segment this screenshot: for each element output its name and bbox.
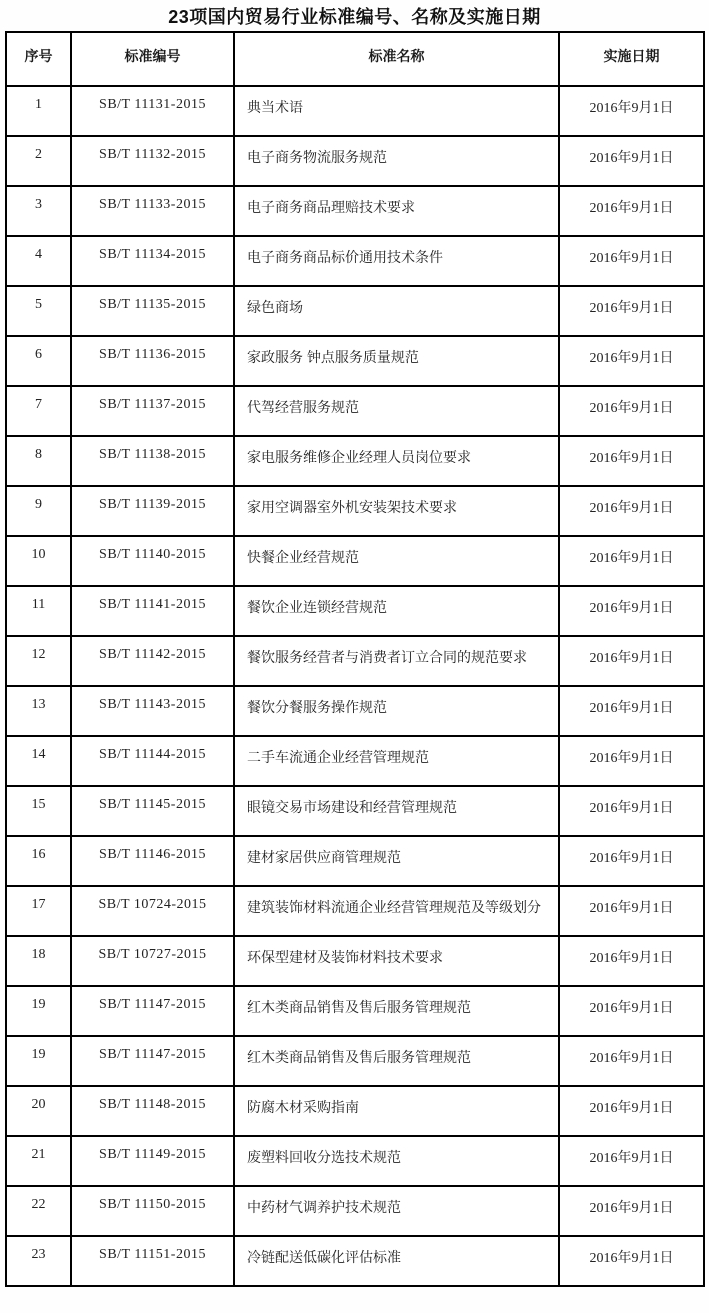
table-row [6, 1136, 704, 1186]
cell-code: SB/T 11137-2015 [71, 386, 234, 436]
cell-index: 10 [6, 536, 71, 586]
cell-index: 13 [6, 686, 71, 736]
cell-code: SB/T 11131-2015 [71, 86, 234, 136]
table-row [6, 136, 704, 186]
cell-name: 中药材气调养护技术规范 [234, 1186, 559, 1236]
cell-date: 2016年9月1日 [559, 1236, 704, 1286]
table-row [6, 1236, 704, 1286]
table-row [6, 286, 704, 336]
cell-index: 5 [6, 286, 71, 336]
cell-date: 2016年9月1日 [559, 386, 704, 436]
table-row [6, 186, 704, 236]
table-row [6, 1186, 704, 1236]
cell-code: SB/T 11136-2015 [71, 336, 234, 386]
table-row [6, 386, 704, 436]
cell-date: 2016年9月1日 [559, 1136, 704, 1186]
cell-name: 餐饮服务经营者与消费者订立合同的规范要求 [234, 636, 559, 686]
header-date: 实施日期 [559, 32, 704, 86]
cell-date: 2016年9月1日 [559, 486, 704, 536]
cell-date: 2016年9月1日 [559, 686, 704, 736]
page-title: 23项国内贸易行业标准编号、名称及实施日期 [168, 7, 541, 27]
cell-name: 电子商务物流服务规范 [234, 136, 559, 186]
cell-date: 2016年9月1日 [559, 836, 704, 886]
table-body [6, 86, 704, 1286]
cell-date: 2016年9月1日 [559, 1186, 704, 1236]
cell-name: 快餐企业经营规范 [234, 536, 559, 586]
cell-index: 9 [6, 486, 71, 536]
table-row [6, 1086, 704, 1136]
cell-code: SB/T 11135-2015 [71, 286, 234, 336]
cell-date: 2016年9月1日 [559, 286, 704, 336]
cell-name: 二手车流通企业经营管理规范 [234, 736, 559, 786]
cell-index: 15 [6, 786, 71, 836]
cell-index: 18 [6, 936, 71, 986]
cell-name: 冷链配送低碳化评估标准 [234, 1236, 559, 1286]
table-row [6, 1036, 704, 1086]
cell-code: SB/T 11149-2015 [71, 1136, 234, 1186]
table-row [6, 636, 704, 686]
table-row [6, 586, 704, 636]
cell-index: 14 [6, 736, 71, 786]
cell-index: 19 [6, 986, 71, 1036]
cell-date: 2016年9月1日 [559, 236, 704, 286]
cell-code: SB/T 11138-2015 [71, 436, 234, 486]
cell-index: 4 [6, 236, 71, 286]
cell-code: SB/T 11141-2015 [71, 586, 234, 636]
cell-date: 2016年9月1日 [559, 186, 704, 236]
cell-date: 2016年9月1日 [559, 436, 704, 486]
cell-index: 12 [6, 636, 71, 686]
cell-code: SB/T 11150-2015 [71, 1186, 234, 1236]
standards-table [5, 31, 705, 1287]
cell-code: SB/T 11145-2015 [71, 786, 234, 836]
cell-date: 2016年9月1日 [559, 336, 704, 386]
cell-code: SB/T 11148-2015 [71, 1086, 234, 1136]
cell-code: SB/T 10727-2015 [71, 936, 234, 986]
table-row [6, 336, 704, 386]
cell-code: SB/T 11133-2015 [71, 186, 234, 236]
cell-code: SB/T 11140-2015 [71, 536, 234, 586]
cell-name: 建材家居供应商管理规范 [234, 836, 559, 886]
cell-date: 2016年9月1日 [559, 136, 704, 186]
cell-date: 2016年9月1日 [559, 986, 704, 1036]
cell-name: 建筑装饰材料流通企业经营管理规范及等级划分 [234, 886, 559, 936]
cell-date: 2016年9月1日 [559, 636, 704, 686]
cell-code: SB/T 11142-2015 [71, 636, 234, 686]
cell-index: 16 [6, 836, 71, 886]
table-row [6, 486, 704, 536]
cell-name: 绿色商场 [234, 286, 559, 336]
cell-name: 电子商务商品理赔技术要求 [234, 186, 559, 236]
cell-name: 眼镜交易市场建设和经营管理规范 [234, 786, 559, 836]
cell-name: 环保型建材及装饰材料技术要求 [234, 936, 559, 986]
header-row [6, 32, 704, 86]
table-row [6, 886, 704, 936]
cell-code: SB/T 11147-2015 [71, 986, 234, 1036]
cell-name: 餐饮分餐服务操作规范 [234, 686, 559, 736]
cell-code: SB/T 11144-2015 [71, 736, 234, 786]
table-row [6, 736, 704, 786]
cell-name: 家电服务维修企业经理人员岗位要求 [234, 436, 559, 486]
cell-name: 红木类商品销售及售后服务管理规范 [234, 986, 559, 1036]
cell-index: 8 [6, 436, 71, 486]
cell-name: 代驾经营服务规范 [234, 386, 559, 436]
cell-name: 电子商务商品标价通用技术条件 [234, 236, 559, 286]
table-row [6, 786, 704, 836]
cell-index: 3 [6, 186, 71, 236]
cell-index: 21 [6, 1136, 71, 1186]
cell-name: 家政服务 钟点服务质量规范 [234, 336, 559, 386]
cell-name: 家用空调器室外机安装架技术要求 [234, 486, 559, 536]
cell-code: SB/T 11146-2015 [71, 836, 234, 886]
cell-name: 红木类商品销售及售后服务管理规范 [234, 1036, 559, 1086]
cell-name: 典当术语 [234, 86, 559, 136]
cell-code: SB/T 10724-2015 [71, 886, 234, 936]
table-row [6, 536, 704, 586]
cell-index: 6 [6, 336, 71, 386]
table-row [6, 936, 704, 986]
cell-date: 2016年9月1日 [559, 786, 704, 836]
cell-date: 2016年9月1日 [559, 736, 704, 786]
table-row [6, 686, 704, 736]
cell-index: 2 [6, 136, 71, 186]
cell-index: 11 [6, 586, 71, 636]
cell-name: 废塑料回收分选技术规范 [234, 1136, 559, 1186]
cell-date: 2016年9月1日 [559, 936, 704, 986]
cell-date: 2016年9月1日 [559, 586, 704, 636]
cell-index: 1 [6, 86, 71, 136]
cell-code: SB/T 11139-2015 [71, 486, 234, 536]
table-row [6, 986, 704, 1036]
table-row [6, 436, 704, 486]
header-code: 标准编号 [71, 32, 234, 86]
cell-index: 23 [6, 1236, 71, 1286]
header-index: 序号 [6, 32, 71, 86]
cell-index: 19 [6, 1036, 71, 1086]
cell-index: 7 [6, 386, 71, 436]
cell-name: 餐饮企业连锁经营规范 [234, 586, 559, 636]
cell-date: 2016年9月1日 [559, 1086, 704, 1136]
cell-index: 20 [6, 1086, 71, 1136]
cell-index: 22 [6, 1186, 71, 1236]
table-row [6, 836, 704, 886]
header-name: 标准名称 [234, 32, 559, 86]
cell-code: SB/T 11132-2015 [71, 136, 234, 186]
cell-code: SB/T 11134-2015 [71, 236, 234, 286]
cell-name: 防腐木材采购指南 [234, 1086, 559, 1136]
cell-code: SB/T 11143-2015 [71, 686, 234, 736]
cell-date: 2016年9月1日 [559, 86, 704, 136]
cell-code: SB/T 11147-2015 [71, 1036, 234, 1086]
cell-index: 17 [6, 886, 71, 936]
cell-code: SB/T 11151-2015 [71, 1236, 234, 1286]
table-row [6, 86, 704, 136]
cell-date: 2016年9月1日 [559, 886, 704, 936]
cell-date: 2016年9月1日 [559, 536, 704, 586]
table-header [6, 32, 704, 86]
cell-date: 2016年9月1日 [559, 1036, 704, 1086]
table-row [6, 236, 704, 286]
